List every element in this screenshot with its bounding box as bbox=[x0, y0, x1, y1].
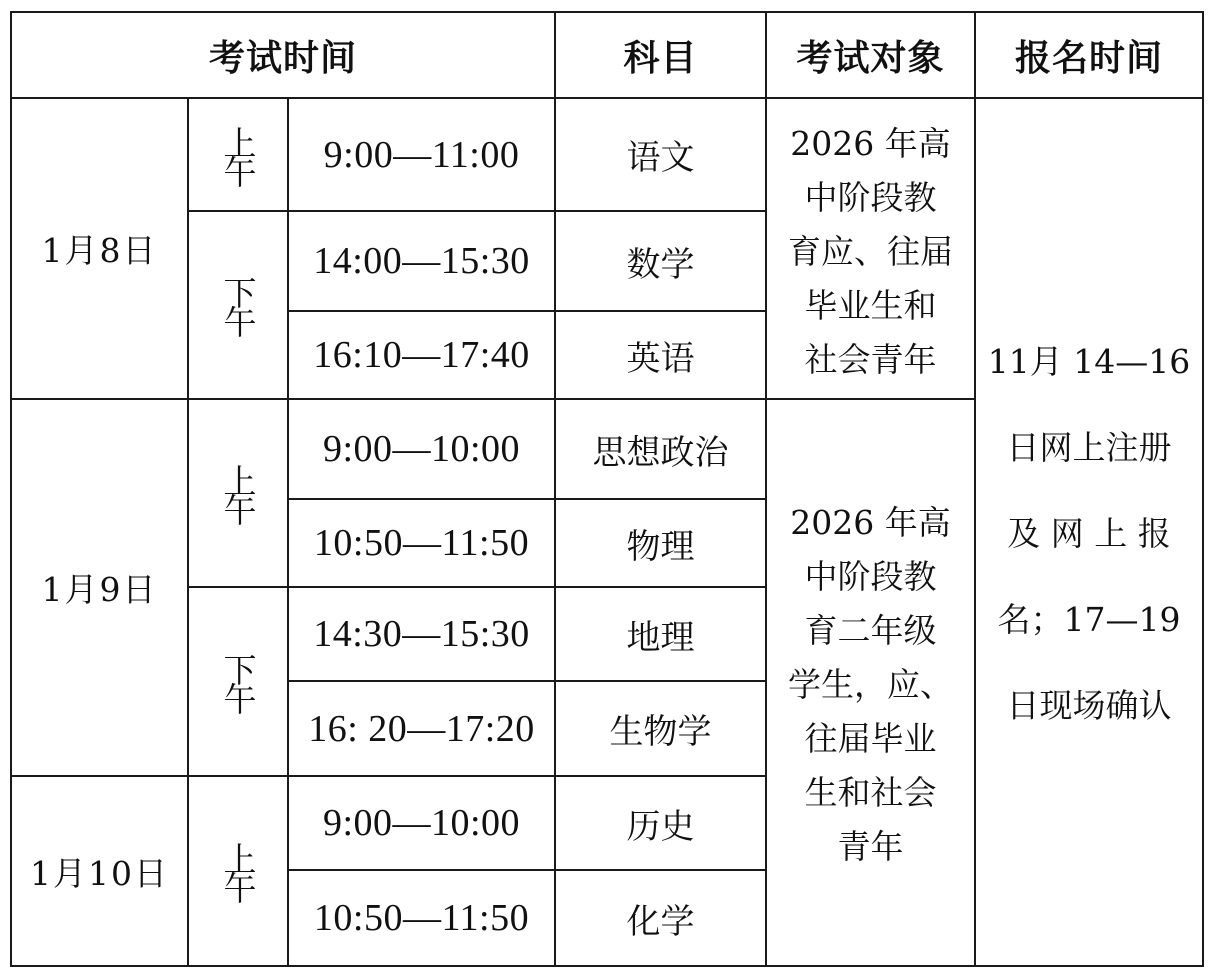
header-subject: 科目 bbox=[623, 37, 698, 79]
date-cell: 1月10日 bbox=[30, 853, 169, 893]
period-label: 下午 bbox=[218, 652, 258, 711]
period-cell bbox=[189, 212, 287, 398]
header-registration-time: 报名时间 bbox=[1014, 37, 1163, 79]
period-cell bbox=[189, 777, 287, 965]
time-cell: 9:00—10:00 bbox=[322, 428, 521, 470]
exam-target-cell: 2026 年高 中阶段教 育应、往届 毕业生和 社会青年 bbox=[788, 124, 953, 379]
period-cell bbox=[189, 588, 287, 775]
subject-cell: 数学 bbox=[626, 244, 695, 285]
exam-target-cell: 2026 年高 中阶段教 育二年级 学生，应、 往届毕业 生和社会 青年 bbox=[788, 503, 953, 866]
period-label: 上午 bbox=[218, 125, 258, 184]
header-exam-target: 考试对象 bbox=[796, 37, 945, 79]
time-cell: 10:50—11:50 bbox=[313, 897, 530, 939]
period-cell bbox=[189, 99, 287, 210]
date-cell: 1月8日 bbox=[41, 231, 158, 270]
time-cell: 14:30—15:30 bbox=[313, 613, 530, 655]
date-cell: 1月9日 bbox=[41, 570, 158, 609]
subject-cell: 地理 bbox=[626, 617, 695, 658]
subject-cell: 思想政治 bbox=[592, 432, 729, 473]
time-cell: 14:00—15:30 bbox=[313, 240, 530, 282]
subject-cell: 生物学 bbox=[609, 712, 712, 752]
registration-time-cell: 11月 14—16 日网上注册 及 网 上 报 名；17—19 日现场确认 bbox=[987, 342, 1191, 725]
subject-cell: 历史 bbox=[626, 806, 695, 847]
period-label: 下午 bbox=[218, 276, 258, 334]
period-label: 上午 bbox=[218, 464, 258, 522]
time-cell: 9:00—10:00 bbox=[322, 802, 521, 844]
time-cell: 10:50—11:50 bbox=[313, 522, 530, 564]
subject-cell: 物理 bbox=[626, 526, 695, 567]
time-cell: 9:00—11:00 bbox=[323, 133, 520, 176]
subject-cell: 英语 bbox=[626, 338, 695, 379]
period-label: 上午 bbox=[218, 842, 258, 900]
time-cell: 16:10—17:40 bbox=[313, 334, 530, 376]
time-cell: 16: 20—17:20 bbox=[308, 707, 535, 750]
header-exam-time: 考试时间 bbox=[208, 37, 357, 79]
subject-cell: 化学 bbox=[626, 901, 695, 942]
period-cell bbox=[189, 400, 287, 586]
subject-cell: 语文 bbox=[626, 138, 695, 178]
